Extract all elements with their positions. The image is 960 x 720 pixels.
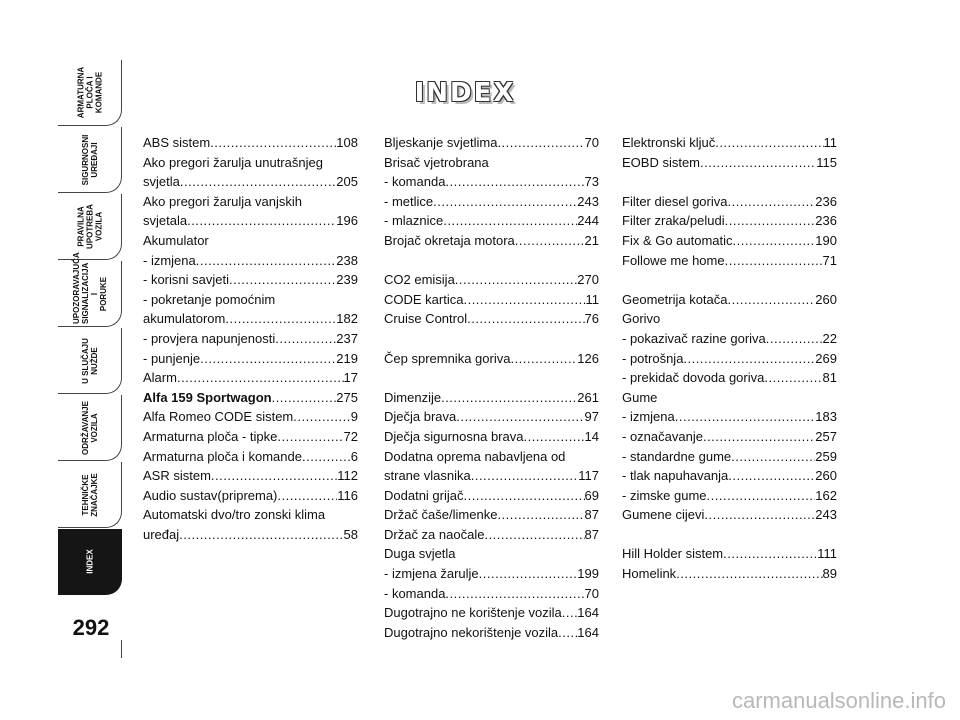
index-entry-page: 162	[815, 487, 837, 503]
dot-leader	[445, 584, 584, 604]
index-entry-page: 243	[577, 193, 599, 209]
index-entry-text: Dugotrajno nekorištenje vozila	[384, 624, 559, 640]
index-entry	[622, 368, 837, 388]
dot-leader	[523, 427, 584, 447]
index-spacer	[622, 525, 837, 545]
index-entry-page: 219	[336, 350, 358, 366]
index-entry-text: ABS sistem	[143, 135, 211, 150]
index-entry-page: 72	[343, 428, 358, 444]
index-entry-text: svjetla	[143, 174, 180, 190]
index-entry	[384, 505, 599, 525]
dot-leader	[277, 486, 337, 506]
index-entry-page: 239	[336, 272, 358, 288]
dot-leader	[562, 603, 578, 623]
index-entry-text: Alfa Romeo CODE sistem	[143, 409, 294, 425]
index-entry-text: Armaturna ploča i komande	[143, 448, 302, 464]
index-entry-text: Homelink	[622, 566, 677, 582]
index-entry-page: 108	[336, 135, 358, 150]
dot-leader	[700, 153, 816, 173]
index-entry-page: 205	[336, 174, 358, 190]
index-entry-text: Audio sustav(priprema)	[143, 487, 278, 503]
index-entry-page: 260	[815, 291, 837, 307]
index-entry	[143, 251, 358, 271]
index-entry	[622, 133, 837, 153]
index-entry-text: Gumene cijevi	[622, 507, 705, 523]
index-entry	[384, 270, 599, 290]
index-entry-page: 183	[815, 409, 837, 425]
dot-leader	[675, 407, 816, 427]
section-tab-1[interactable]	[58, 60, 122, 126]
dot-leader	[497, 505, 584, 525]
index-entry	[622, 564, 837, 584]
index-entry-text: Dodatni grijač	[384, 487, 464, 503]
section-tab-6[interactable]	[58, 395, 122, 461]
section-tab-5[interactable]	[58, 328, 122, 394]
index-entry-text: - izmjena	[622, 409, 675, 425]
index-entry	[384, 133, 599, 153]
section-tab-3[interactable]	[58, 194, 122, 260]
section-tab-label: ODRŽAVANJE VOZILA	[80, 400, 99, 455]
index-entry-text: - prekidač dovoda goriva	[622, 370, 765, 386]
index-entry-text: Dimenzije	[384, 389, 442, 405]
index-entry	[384, 231, 599, 251]
index-entry-page: 87	[584, 526, 599, 542]
index-entry	[143, 133, 358, 153]
index-entry-page: 17	[343, 370, 358, 386]
index-entry-text: - komanda	[384, 174, 446, 190]
index-heading: Dodatna oprema nabavljena od	[384, 448, 566, 464]
index-entry	[622, 349, 837, 369]
index-entry-page: 58	[343, 526, 358, 542]
index-entry-text: - potrošnja	[622, 350, 684, 366]
index-entry	[622, 251, 837, 271]
index-entry	[143, 486, 358, 506]
index-entry-text: Držač čaše/limenke	[384, 507, 498, 523]
index-entry-page: 243	[815, 507, 837, 523]
index-entry-text: - korisni savjeti	[143, 272, 229, 288]
index-entry-page: 260	[815, 468, 837, 484]
index-entry-page: 164	[577, 624, 599, 640]
section-tab-label: ARMATURNA PLOČA I KOMANDE	[76, 66, 103, 119]
index-entry-page: 111	[817, 546, 837, 562]
index-entry	[384, 427, 599, 447]
index-entry-text: Hill Holder sistem	[622, 546, 724, 562]
dot-leader	[225, 309, 336, 329]
index-heading: Brisač vjetrobrana	[384, 154, 489, 170]
index-entry-page: 21	[584, 232, 599, 248]
index-entry-page: 9	[350, 409, 358, 425]
index-entry	[384, 388, 599, 408]
dot-leader	[272, 388, 337, 408]
index-entry	[143, 309, 358, 329]
section-tab-label: U SLUČAJU NUŽDE	[80, 337, 99, 384]
index-entry-page: 236	[815, 213, 837, 229]
index-entry-text: - provjera napunjenosti	[143, 330, 276, 346]
index-entry-page: 11	[585, 291, 599, 307]
index-entry-text: - izmjena žarulje	[384, 566, 479, 582]
dot-leader	[510, 349, 577, 369]
index-entry-page: 97	[584, 409, 599, 425]
dot-leader	[467, 309, 584, 329]
index-entry	[384, 466, 599, 486]
index-entry	[143, 172, 358, 192]
index-entry	[384, 192, 599, 212]
index-entry-page: 196	[336, 213, 358, 229]
index-entry-page: 275	[336, 389, 358, 405]
index-entry-text: Fix & Go automatic	[622, 232, 733, 248]
section-tab-4[interactable]	[58, 251, 122, 327]
index-entry	[384, 290, 599, 310]
index-entry-text: strane vlasnika	[384, 468, 471, 484]
dot-leader	[471, 466, 579, 486]
index-entry-page: 126	[577, 350, 599, 366]
index-entry-text: - tlak napuhavanja	[622, 468, 729, 484]
index-entry	[143, 368, 358, 388]
dot-leader	[728, 290, 816, 310]
index-entry-text: - izmjena	[143, 252, 196, 268]
dot-leader	[733, 231, 816, 251]
index-entry-text: Cruise Control	[384, 311, 468, 327]
index-entry	[622, 447, 837, 467]
index-spacer	[384, 329, 599, 349]
index-entry-page: 269	[815, 350, 837, 366]
dot-leader	[715, 133, 823, 153]
index-entry-page: 87	[584, 507, 599, 523]
dot-leader	[683, 349, 815, 369]
index-entry-page: 261	[577, 389, 599, 405]
index-entry-text: Dječja sigurnosna brava	[384, 428, 524, 444]
index-entry-text: - standardne gume	[622, 448, 732, 464]
dot-leader	[725, 211, 816, 231]
index-entry-text: EOBD sistem	[622, 154, 701, 170]
dot-leader	[676, 564, 822, 584]
index-entry-text: Geometrija kotača	[622, 291, 728, 307]
index-entry-page: 81	[822, 370, 837, 386]
dot-leader	[766, 329, 823, 349]
index-entry-text: Armaturna ploča - tipke	[143, 428, 278, 444]
dot-leader	[463, 290, 585, 310]
index-entry-text: - zimske gume	[622, 487, 707, 503]
dot-leader	[558, 623, 577, 643]
index-entry-text: Filter zraka/peludi	[622, 213, 725, 229]
index-entry-text: - komanda	[384, 585, 446, 601]
index-entry-page: 22	[822, 330, 837, 346]
index-entry-page: 73	[584, 174, 599, 190]
index-entry-text: - mlaznice	[384, 213, 444, 229]
index-entry	[622, 192, 837, 212]
index-entry-page: 199	[577, 566, 599, 582]
index-entry-page: 236	[815, 193, 837, 209]
index-entry	[384, 603, 599, 623]
section-tab-label: SIGURNOSNI UREĐAJI	[80, 134, 99, 185]
index-entry	[622, 290, 837, 310]
section-tabs	[0, 60, 126, 660]
index-entry	[622, 329, 837, 349]
dot-leader	[177, 368, 344, 388]
index-entry	[384, 211, 599, 231]
index-entry	[143, 447, 358, 467]
dot-leader	[187, 211, 336, 231]
index-entry-text: - pokazivač razine goriva	[622, 330, 766, 346]
dot-leader	[293, 407, 351, 427]
dot-leader	[456, 407, 584, 427]
index-heading: Duga svjetla	[384, 546, 456, 562]
dot-leader	[455, 270, 578, 290]
index-entry-page: 70	[584, 585, 599, 601]
index-entry	[622, 211, 837, 231]
dot-leader	[764, 368, 822, 388]
index-entry-text: Alarm	[143, 370, 177, 386]
dot-leader	[703, 427, 815, 447]
index-entry-page: 76	[584, 311, 599, 327]
dot-leader	[704, 505, 815, 525]
section-tab-8[interactable]	[58, 529, 122, 595]
index-entry-text: Čep spremnika goriva	[384, 350, 511, 366]
index-entry	[384, 309, 599, 329]
index-entry-text: CO2 emisija	[384, 272, 455, 288]
index-entry	[622, 231, 837, 251]
index-entry-page: 69	[584, 487, 599, 503]
index-heading: Ako pregori žarulja unutrašnjeg	[143, 154, 323, 170]
index-entry-text: Bljeskanje svjetlima	[384, 135, 498, 150]
index-entry-text: akumulatorom	[143, 311, 226, 327]
index-entry	[622, 486, 837, 506]
section-tab-label: INDEX	[85, 549, 94, 574]
index-column-2	[384, 133, 599, 642]
index-entry	[384, 623, 599, 643]
index-entry-text: - metlice	[384, 193, 434, 209]
index-entry-page: 14	[584, 428, 599, 444]
index-entry	[384, 564, 599, 584]
index-entry	[143, 427, 358, 447]
index-entry	[143, 349, 358, 369]
index-spacer	[622, 172, 837, 192]
index-entry-text: ASR sistem	[143, 468, 211, 484]
index-entry-text: Elektronski ključ	[622, 135, 716, 150]
index-heading: Akumulator	[143, 232, 209, 248]
index-entry	[143, 270, 358, 290]
index-spacer	[384, 251, 599, 271]
index-heading: Automatski dvo/tro zonski klima	[143, 507, 326, 523]
index-entry-page: 182	[336, 311, 358, 327]
index-entry	[384, 584, 599, 604]
dot-leader	[497, 133, 584, 153]
index-entry	[143, 211, 358, 231]
dot-leader	[229, 270, 336, 290]
index-entry-text: Brojač okretaja motora	[384, 232, 515, 248]
index-entry	[143, 525, 358, 545]
dot-leader	[441, 388, 577, 408]
dot-leader	[211, 466, 337, 486]
index-entry-text: Filter diesel goriva	[622, 193, 728, 209]
index-heading: Gume	[622, 389, 658, 405]
index-column-1	[143, 133, 358, 544]
index-entry-text: - punjenje	[143, 350, 201, 366]
index-entry	[384, 349, 599, 369]
index-entry	[622, 427, 837, 447]
index-entry-text: Dugotrajno ne korištenje vozila	[384, 605, 562, 621]
index-entry-page: 259	[815, 448, 837, 464]
index-entry-page: 117	[578, 468, 599, 484]
index-entry-page: 11	[823, 135, 837, 150]
tab-divider	[121, 640, 122, 658]
section-tab-label: PRAVILNA UPOTREBA VOZILA	[76, 204, 103, 249]
index-entry	[622, 407, 837, 427]
index-entry-page: 6	[350, 448, 358, 464]
index-entry	[384, 525, 599, 545]
index-heading: Gorivo	[622, 311, 661, 327]
page-number: 292	[72, 615, 110, 640]
section-tab-2[interactable]	[58, 127, 122, 193]
dot-leader	[707, 486, 816, 506]
index-entry	[384, 407, 599, 427]
index-entry-page: 270	[577, 272, 599, 288]
index-heading: - pokretanje pomoćnim	[143, 291, 276, 307]
dot-leader	[210, 133, 336, 153]
index-entry-page: 89	[822, 566, 837, 582]
dot-leader	[728, 466, 815, 486]
dot-leader	[484, 525, 584, 545]
index-column-3	[622, 133, 837, 584]
dot-leader	[433, 192, 577, 212]
index-entry-text: Alfa 159 Sportwagon	[143, 389, 272, 405]
index-entry-page: 164	[577, 605, 599, 621]
index-entry-page: 71	[822, 252, 837, 268]
index-entry-page: 238	[336, 252, 358, 268]
dot-leader	[443, 211, 577, 231]
index-entry-page: 115	[816, 154, 837, 170]
index-entry-text: Dječja brava	[384, 409, 457, 425]
watermark: carmanualsonline.info	[731, 688, 946, 713]
index-entry-page: 70	[584, 135, 599, 150]
index-entry-text: Followe me home	[622, 252, 725, 268]
dot-leader	[180, 172, 336, 192]
index-entry	[143, 388, 358, 408]
index-entry-page: 237	[336, 330, 358, 346]
index-entry-text: CODE kartica	[384, 291, 464, 307]
section-tab-label: TEHNIČKE ZNAČAJKE	[80, 472, 99, 517]
dot-leader	[728, 192, 816, 212]
dot-leader	[445, 172, 584, 192]
dot-leader	[179, 525, 343, 545]
dot-leader	[196, 251, 337, 271]
index-entry	[622, 153, 837, 173]
index-entry	[143, 407, 358, 427]
index-spacer	[384, 368, 599, 388]
dot-leader	[275, 329, 336, 349]
dot-leader	[302, 447, 351, 467]
index-entry-text: uređaj	[143, 526, 180, 542]
dot-leader	[464, 486, 585, 506]
index-entry-text: svjetala	[143, 213, 188, 229]
section-tab-label: UPOZORAVAJUĆA SIGNALIZACIJA I PORUKE	[71, 251, 108, 324]
dot-leader	[200, 349, 336, 369]
index-entry	[384, 172, 599, 192]
dot-leader	[277, 427, 343, 447]
section-tab-7[interactable]	[58, 462, 122, 528]
index-entry-page: 116	[337, 487, 358, 503]
index-entry	[384, 486, 599, 506]
dot-leader	[731, 447, 815, 467]
dot-leader	[479, 564, 578, 584]
dot-leader	[725, 251, 823, 271]
index-entry	[143, 329, 358, 349]
index-entry-page: 244	[577, 213, 599, 229]
dot-leader	[723, 544, 817, 564]
index-entry-text: - označavanje	[622, 428, 703, 444]
index-entry-page: 112	[337, 468, 358, 484]
index-entry	[622, 544, 837, 564]
index-entry-page: 257	[815, 428, 837, 444]
page-title: INDEX	[414, 78, 516, 108]
dot-leader	[515, 231, 585, 251]
index-entry	[622, 505, 837, 525]
index-entry-page: 190	[815, 232, 837, 248]
index-entry	[143, 466, 358, 486]
index-entry-text: Držač za naočale	[384, 526, 485, 542]
index-entry	[622, 466, 837, 486]
index-spacer	[622, 270, 837, 290]
index-heading: Ako pregori žarulja vanjskih	[143, 193, 302, 209]
